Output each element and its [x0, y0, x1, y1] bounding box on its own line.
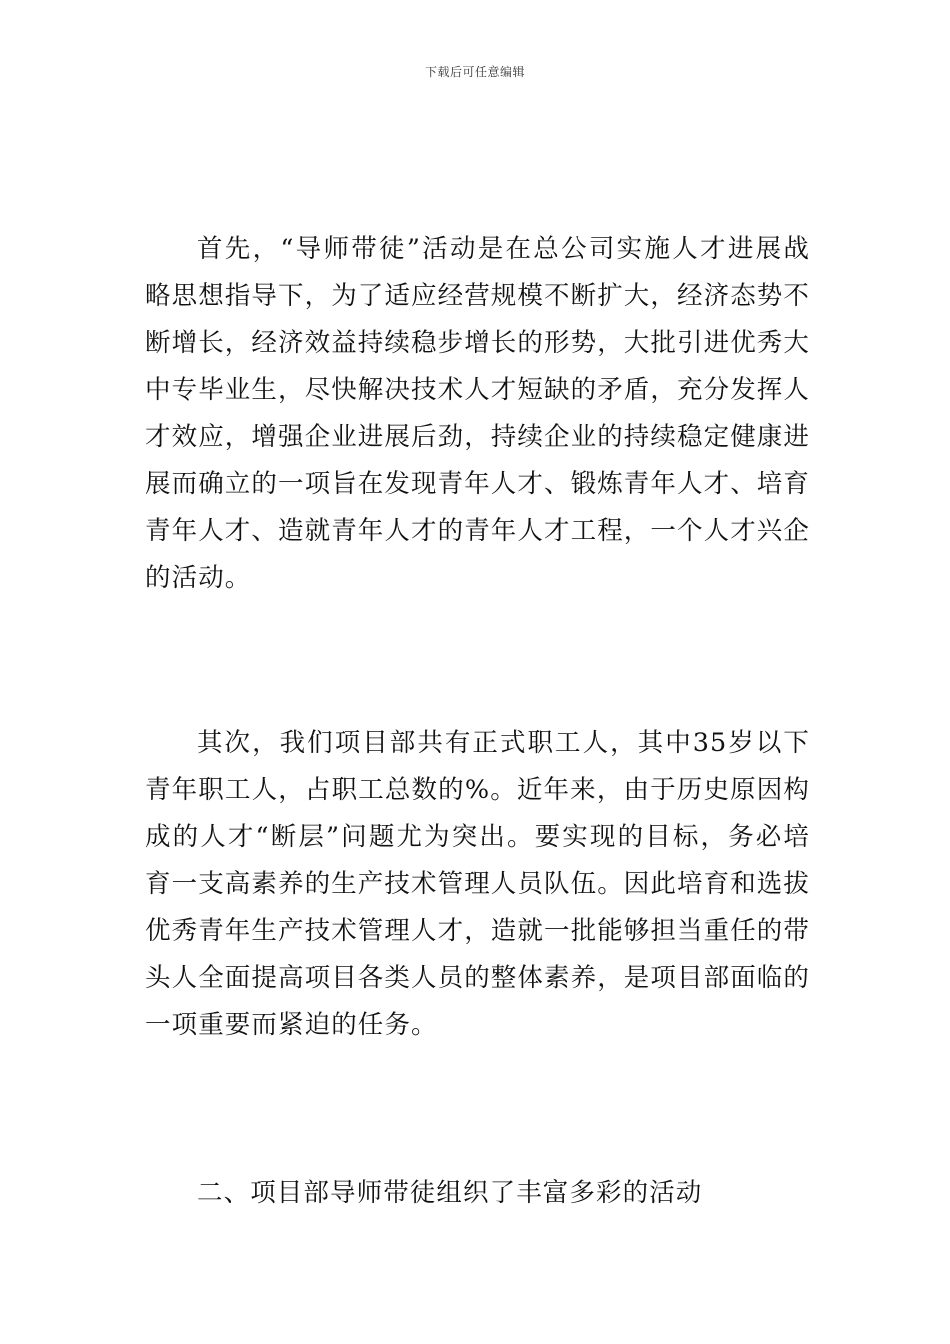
- page-header: 下载后可任意编辑: [424, 65, 525, 79]
- paragraph-1: 首先，“导师带徒”活动是在总公司实施人才进展战略思想指导下，为了适应经营规模不断扩大，经济态势不断增长，经济效益持续稳步增长的形势，大批引进优秀大中专毕业生，尽快解决技术人才短缺的矛盾，充分发挥人才效应，增强企业进展后劲，持续企业的持续稳定健康进展而确立的一项旨在发现青年人才、锻炼青年人才、培育青年人才、造就青年人才的青年人才工程，一个人才兴企的活动。: [145, 234, 811, 593]
- paragraph-2: 其次，我们项目部共有正式职工人，其中35岁以下青年职工人，占职工总数的%。近年来，由于历史原因构成的人才“断层”问题尤为突出。要实现的目标，务必培育一支高素养的生产技术管理人员队伍。因此培育和选拔优秀青年生产技术管理人才，造就一批能够担当重任的带头人全面提高项目各类人员的整体素养，是项目部面临的一项重要而紧迫的任务。: [145, 728, 811, 1040]
- section-heading: 二、项目部导师带徒组织了丰富多彩的活动: [197, 1178, 703, 1208]
